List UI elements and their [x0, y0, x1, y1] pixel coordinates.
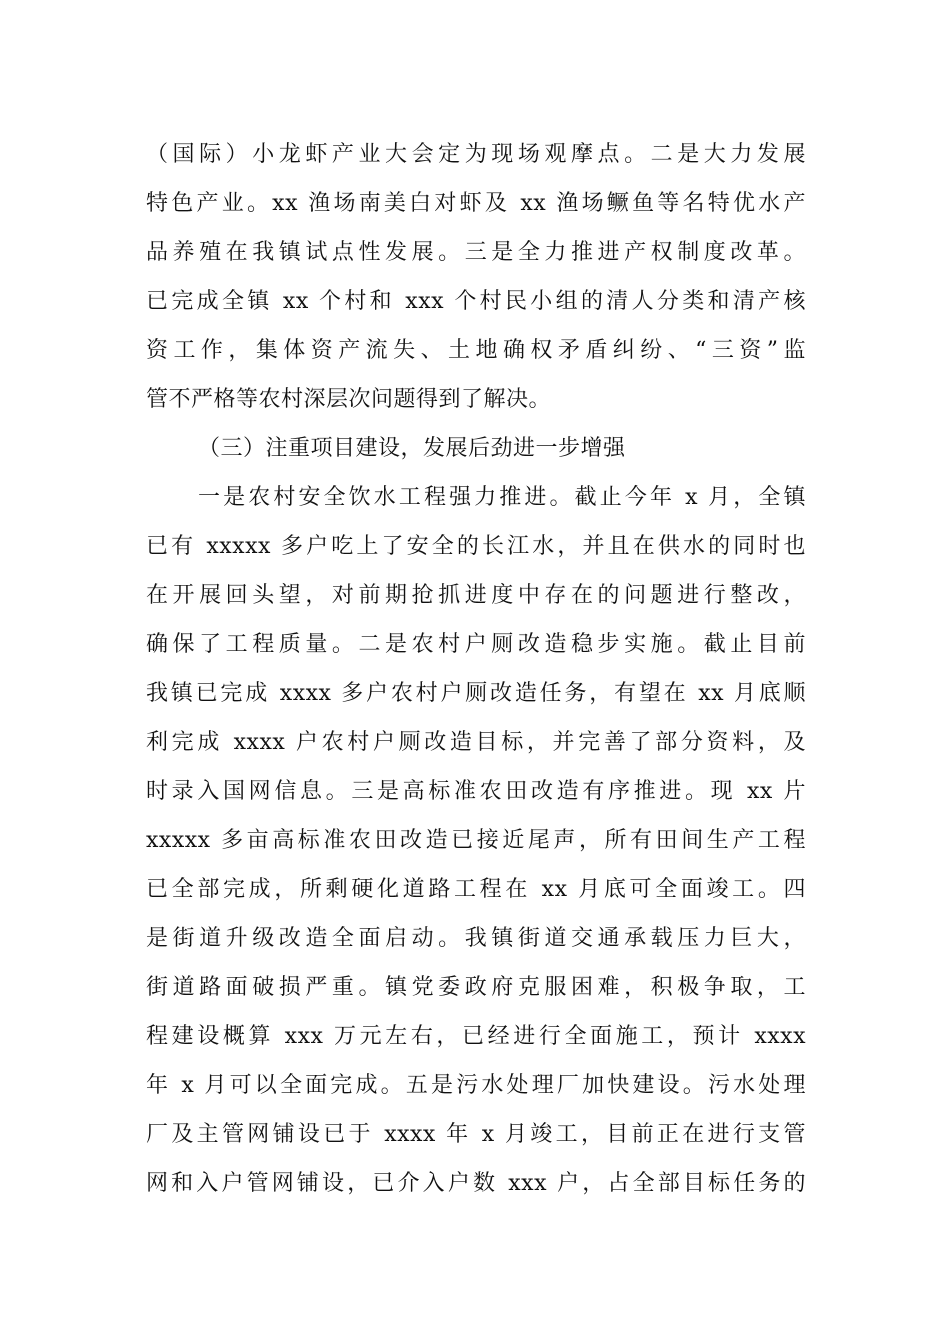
text-line: （国际）小龙虾产业大会定为现场观摩点。二是大力发展	[146, 142, 806, 167]
text-line: 已全部完成，所剩硬化道路工程在 xx 月底可全面竣工。四	[146, 877, 806, 902]
text-line: 我镇已完成 xxxx 多户农村户厕改造任务，有望在 xx 月底顺	[146, 681, 806, 706]
section-heading: （三）注重项目建设，发展后劲进一步增强	[198, 436, 626, 461]
paragraph-industry	[146, 130, 806, 424]
text-line: xxxxx 多亩高标准农田改造已接近尾声，所有田间生产工程	[146, 828, 806, 853]
text-line: 特色产业。xx 渔场南美白对虾及 xx 渔场鳜鱼等名特优水产	[146, 191, 806, 216]
text-line: 已有 xxxxx 多户吃上了安全的长江水，并且在供水的同时也	[146, 534, 806, 559]
text-line: 管不严格等农村深层次问题得到了解决。	[146, 387, 552, 412]
text-line: 是街道升级改造全面启动。我镇街道交通承载压力巨大，	[146, 926, 806, 951]
text-line: 程建设概算 xxx 万元左右，已经进行全面施工，预计 xxxx	[146, 1024, 806, 1049]
text-line: 年 x 月可以全面完成。五是污水处理厂加快建设。污水处理	[146, 1073, 806, 1098]
text-line: 品养殖在我镇试点性发展。三是全力推进产权制度改革。	[146, 240, 806, 265]
text-line: 网和入户管网铺设，已介入户数 xxx 户，占全部目标任务的	[146, 1171, 806, 1196]
text-line: 时录入国网信息。三是高标准农田改造有序推进。现 xx 片	[146, 779, 806, 804]
text-line: 资工作，集体资产流失、土地确权矛盾纠纷、“三资”监	[146, 338, 806, 363]
text-line: 一是农村安全饮水工程强力推进。截止今年 x 月，全镇	[198, 485, 806, 510]
text-line: 已完成全镇 xx 个村和 xxx 个村民小组的清人分类和清产核	[146, 289, 806, 314]
text-line: 确保了工程质量。二是农村户厕改造稳步实施。截止目前	[146, 632, 806, 657]
text-line: 厂及主管网铺设已于 xxxx 年 x 月竣工，目前正在进行支管	[146, 1122, 806, 1147]
text-line: 利完成 xxxx 户农村户厕改造目标，并完善了部分资料，及	[146, 730, 806, 755]
paragraph-projects	[146, 473, 806, 1208]
text-line: 在开展回头望，对前期抢抓进度中存在的问题进行整改，	[146, 583, 806, 608]
document-body	[146, 130, 806, 1208]
text-line: 街道路面破损严重。镇党委政府克服困难，积极争取，工	[146, 975, 806, 1000]
